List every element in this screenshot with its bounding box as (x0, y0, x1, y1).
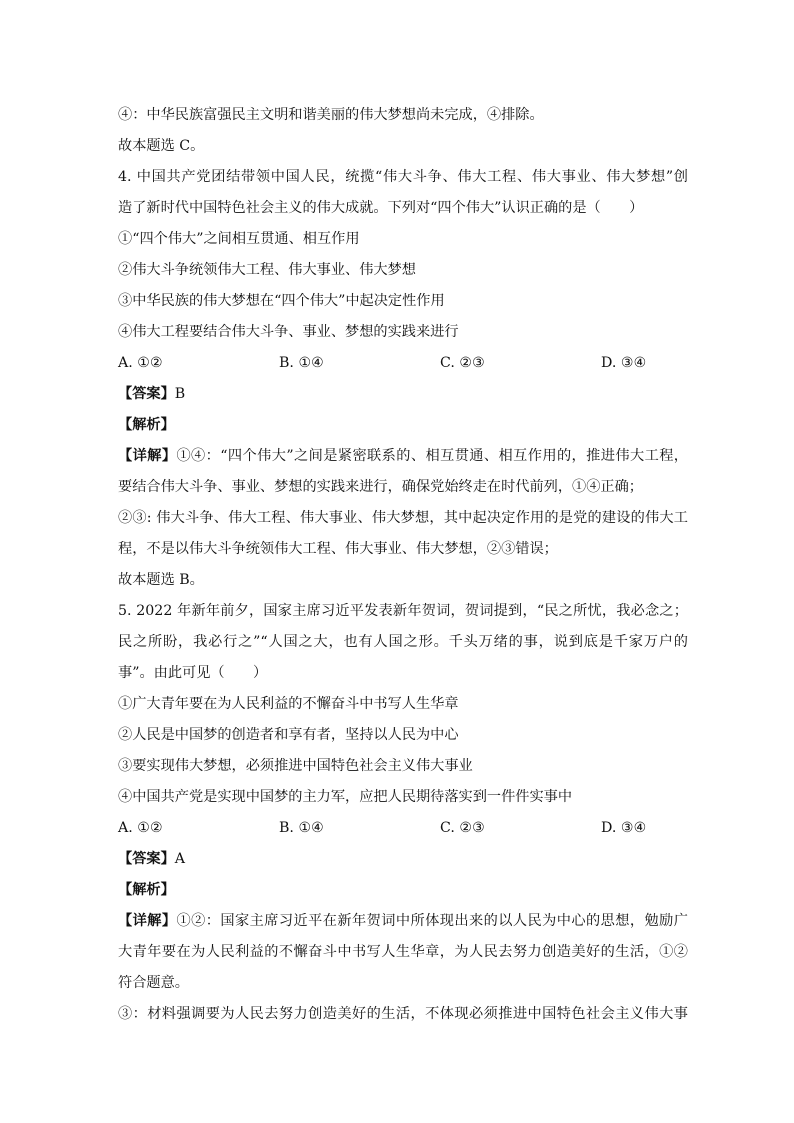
q4-detail-line-2: 要结合伟大斗争、事业、梦想的实践来进行，确保党始终走在时代前列，①④正确； (118, 479, 643, 495)
q5-stem-line-2: 民之所盼，我必行之”“人国之大，也有人国之形。千头万绪的事，说到底是千家万户的 (118, 634, 688, 650)
answer-tag: 【答案】 (118, 386, 175, 402)
q4-item-3: ③中华民族的伟大梦想在“四个伟大”中起决定性作用 (118, 293, 445, 309)
q5-detail-line-3: 符合题意。 (118, 975, 189, 991)
q4-detail-line-4: 程，不是以伟大斗争统领伟大工程、伟大事业、伟大梦想，②③错误； (118, 541, 558, 557)
q4-answer (118, 379, 688, 410)
q4-option-d: D. ③④ (601, 355, 647, 371)
q5-stem-line-3: 事”。由此可见（ ） (118, 665, 268, 681)
q5-detail-line-4: ③：材料强调要为人民去努力创造美好的生活，不体现必须推进中国特色社会主义伟大事 (118, 1006, 688, 1022)
q5-stem-line-1: 5. 2022 年新年前夕，国家主席习近平发表新年贺词，贺词提到，“民之所忧，我必念之； (118, 603, 688, 619)
q4-detail-line-1 (118, 441, 688, 472)
detail-tag: 【详解】 (118, 913, 177, 929)
q4-analysis (118, 410, 688, 441)
q5-item-1: ①广大青年要在为人民利益的不懈奋斗中书写人生华章 (118, 696, 459, 712)
prev-conclusion: 故本题选 C。 (118, 138, 205, 154)
q5-detail-line-2: 大青年要在为人民利益的不懈奋斗中书写人生华章，为人民去努力创造美好的生活，①② (118, 944, 688, 960)
q4-option-b: B. ①④ (279, 355, 324, 371)
q4-item-1: ①“四个伟大”之间相互贯通、相互作用 (118, 231, 360, 247)
detail-tag: 【详解】 (118, 448, 177, 464)
q4-item-4: ④伟大工程要结合伟大斗争、事业、梦想的实践来进行 (118, 324, 459, 340)
q5-item-4: ④中国共产党是实现中国梦的主力军，应把人民期待落实到一件件实事中 (118, 789, 573, 805)
answer-value: B (174, 386, 186, 402)
detail-text: ①②：国家主席习近平在新年贺词中所体现出来的以人民为中心的思想，勉励广 (176, 913, 688, 929)
q4-item-2: ②伟大斗争统领伟大工程、伟大事业、伟大梦想 (118, 262, 416, 278)
answer-value: A (174, 851, 186, 867)
q4-option-a: A. ①② (118, 355, 163, 371)
analysis-tag: 【解析】 (118, 417, 175, 433)
prev-explanation-line: ④：中华民族富强民主文明和谐美丽的伟大梦想尚未完成，④排除。 (118, 107, 544, 123)
detail-text: ①④：“四个伟大”之间是紧密联系的、相互贯通、相互作用的，推进伟大工程， (176, 448, 688, 464)
q4-options (118, 348, 688, 379)
q5-detail-line-1 (118, 906, 688, 937)
q5-options (118, 813, 688, 844)
q5-option-a: A. ①② (118, 820, 163, 836)
q4-stem-line-1: 4. 中国共产党团结带领中国人民，统揽“伟大斗争、伟大工程、伟大事业、伟大梦想”创 (118, 169, 688, 185)
analysis-tag: 【解析】 (118, 882, 175, 898)
q5-option-b: B. ①④ (279, 820, 324, 836)
q4-option-c: C. ②③ (440, 355, 485, 371)
q5-option-d: D. ③④ (601, 820, 647, 836)
q5-answer (118, 844, 688, 875)
q5-option-c: C. ②③ (440, 820, 485, 836)
q4-conclusion: 故本题选 B。 (118, 572, 204, 588)
q5-item-2: ②人民是中国梦的创造者和享有者，坚持以人民为中心 (118, 727, 459, 743)
q5-analysis (118, 875, 688, 906)
answer-tag: 【答案】 (118, 851, 175, 867)
q5-item-3: ③要实现伟大梦想，必须推进中国特色社会主义伟大事业 (118, 758, 473, 774)
page-content (118, 100, 688, 1030)
q4-detail-line-3: ②③: 伟大斗争、伟大工程、伟大事业、伟大梦想，其中起决定作用的是党的建设的伟大工 (118, 510, 688, 526)
q4-stem-line-2: 造了新时代中国特色社会主义的伟大成就。下列对“四个伟大”认识正确的是（ ） (118, 200, 644, 216)
